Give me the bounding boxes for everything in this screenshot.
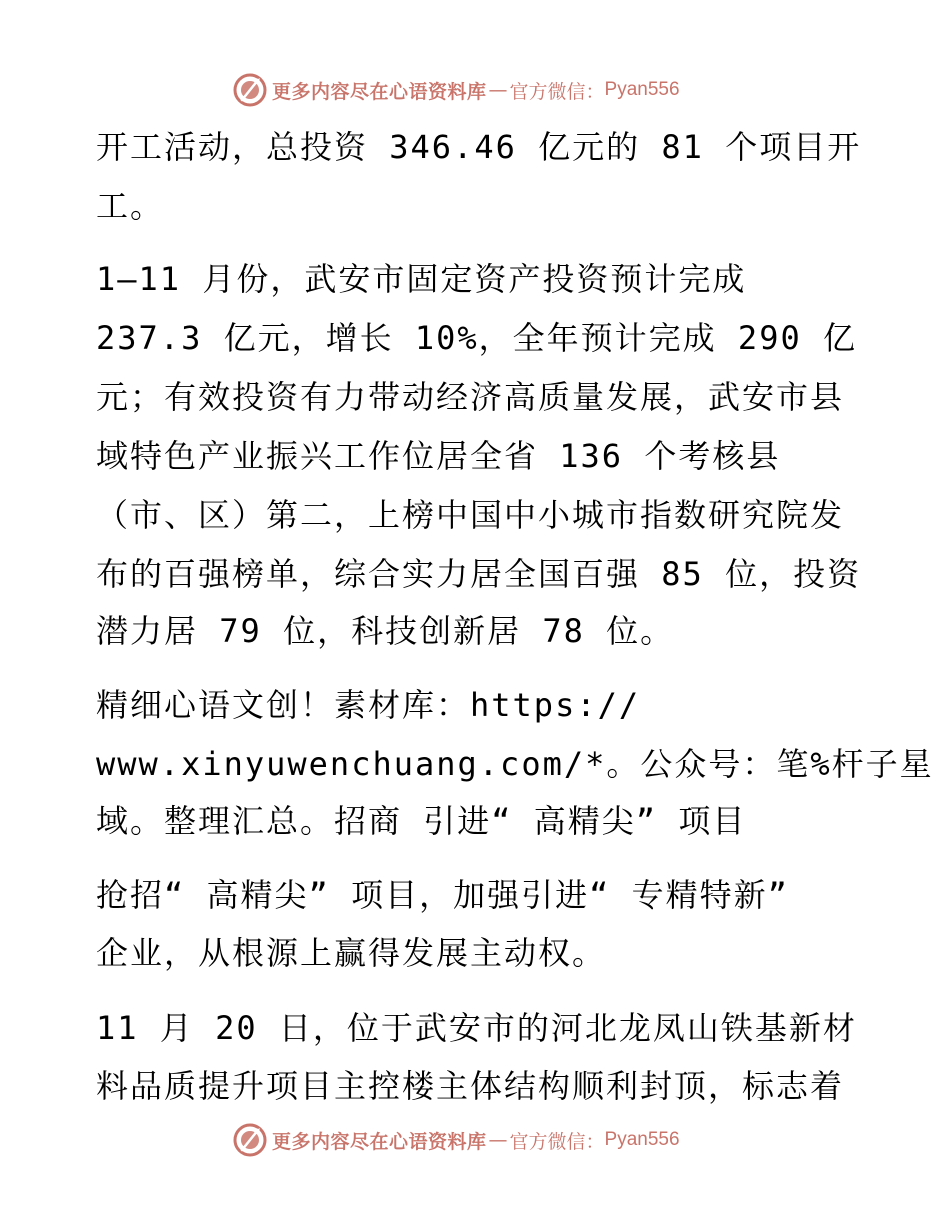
quill-seal-icon xyxy=(232,72,268,108)
body-line-8: 布的百强榜单，综合实力居全国百强 85 位，投资 xyxy=(96,555,862,593)
body-line-13: 抢招“ 高精尖” 项目，加强引进“ 专精特新” xyxy=(96,876,789,914)
watermark-text: 更多内容尽在心语资料库 xyxy=(272,1130,487,1153)
body-line-11: www.xinyuwenchuang.com/*。公众号：笔%杆子星 xyxy=(96,745,934,783)
quill-seal-icon xyxy=(232,1122,268,1158)
body-line-10: 精细心语文创！素材库：https:// xyxy=(96,686,641,724)
body-line-4: 237.3 亿元，增长 10%，全年预计完成 290 亿 xyxy=(96,319,857,357)
watermark-dash: — xyxy=(488,79,508,101)
body-line-15: 11 月 20 日，位于武安市的河北龙凤山铁基新材 xyxy=(96,1009,857,1047)
watermark-official-label: 官方微信： xyxy=(509,1130,605,1153)
body-line-16: 料品质提升项目主控楼主体结构顺利封顶，标志着 xyxy=(96,1067,845,1105)
body-line-12: 域。整理汇总。招商 引进“ 高精尖” 项目 xyxy=(96,802,747,840)
watermark-text: 更多内容尽在心语资料库 xyxy=(272,80,487,103)
watermark-footer xyxy=(232,1120,752,1160)
body-line-6: 域特色产业振兴工作位居全省 136 个考核县 xyxy=(96,437,781,475)
watermark-header xyxy=(232,70,752,110)
watermark-official-label: 官方微信： xyxy=(509,80,605,103)
body-line-14: 企业，从根源上赢得发展主动权。 xyxy=(96,934,607,972)
body-line-7: （市、区）第二，上榜中国中小城市指数研究院发 xyxy=(96,496,845,534)
body-line-3: 1—11 月份，武安市固定资产投资预计完成 xyxy=(96,260,747,298)
watermark-wechat-id: Pyan556 xyxy=(604,1129,680,1150)
body-line-9: 潜力居 79 位，科技创新居 78 位。 xyxy=(96,612,675,650)
body-line-5: 元；有效投资有力带动经济高质量发展，武安市县 xyxy=(96,378,845,416)
body-line-1: 开工活动，总投资 346.46 亿元的 81 个项目开 xyxy=(96,128,862,166)
body-line-2: 工。 xyxy=(96,187,165,225)
watermark-dash: — xyxy=(488,1129,508,1151)
watermark-wechat-id: Pyan556 xyxy=(604,79,680,100)
